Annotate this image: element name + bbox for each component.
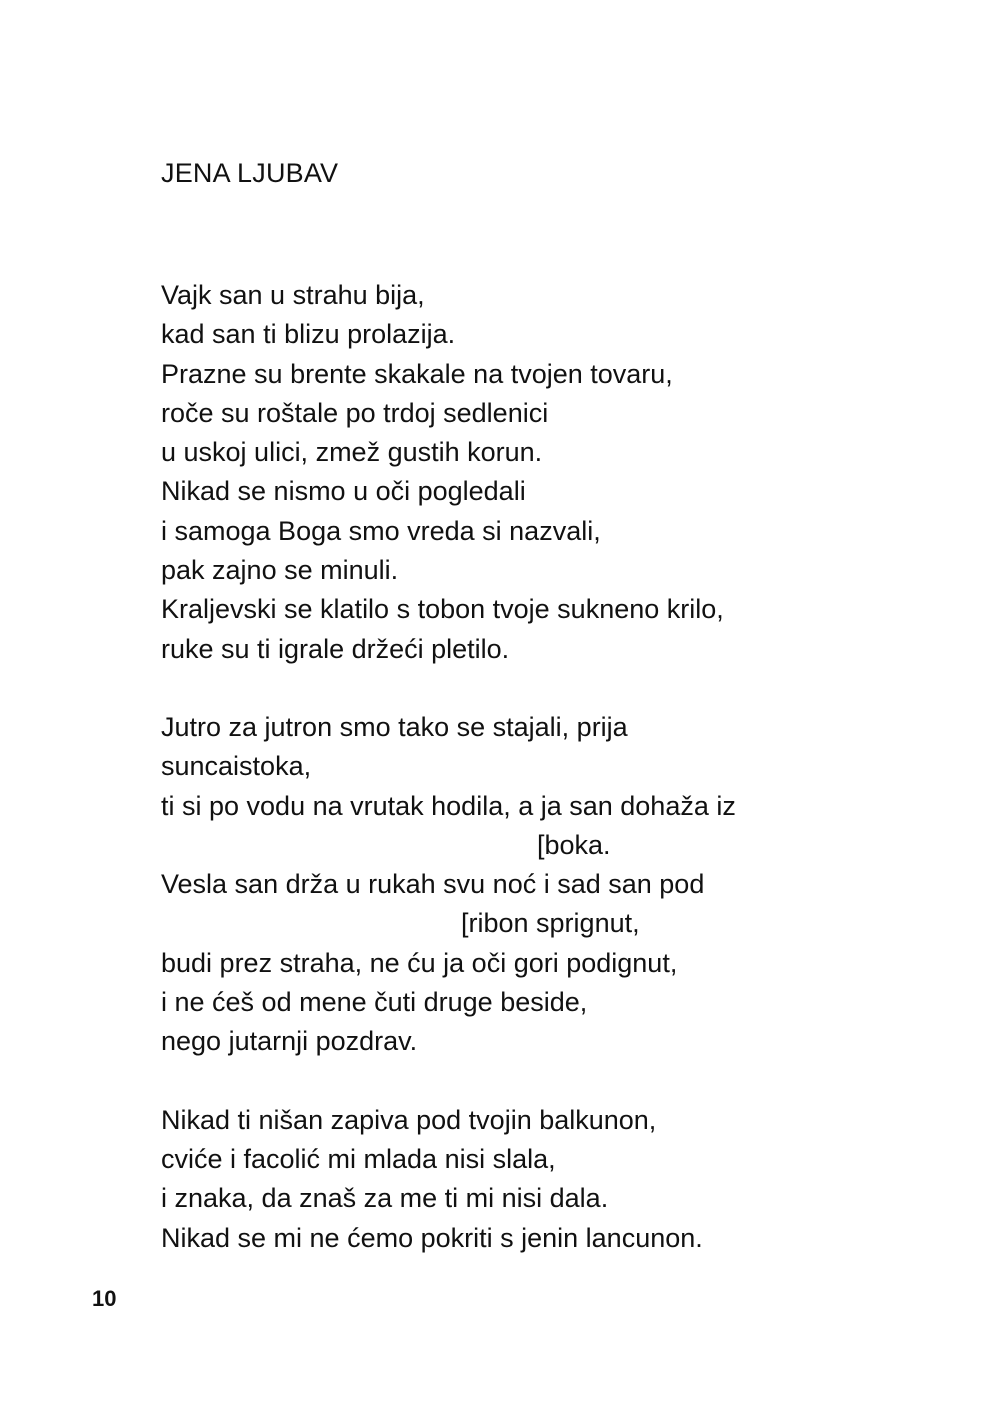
poem-line: roče su roštale po trdoj sedlenici (161, 397, 549, 428)
poem-line: nego jutarnji pozdrav. (161, 1026, 418, 1057)
poem-line: ruke su ti igrale držeći pletilo. (161, 633, 510, 664)
poem-line: suncaistoka, (161, 751, 312, 782)
poem-line: ti si po vodu na vrutak hodila, a ja san dohaža iz (161, 790, 736, 821)
poem-line: Kraljevski se klatilo s tobon tvoje sukneno krilo, (161, 594, 724, 625)
poem-body (161, 276, 921, 1297)
poem-line: Nikad se nismo u oči pogledali (161, 476, 526, 507)
poem-line: u uskoj ulici, zmež gustih korun. (161, 437, 543, 468)
poem-line: kad san ti blizu prolazija. (161, 319, 456, 350)
poem-line: pak zajno se minuli. (161, 555, 399, 586)
stanza (161, 276, 921, 669)
stanza (161, 708, 921, 1062)
poem-line: i ne ćeš od mene čuti druge beside, (161, 987, 588, 1018)
poem-line-continuation: [boka. (537, 829, 611, 860)
poem-line: Nikad ti nišan zapiva pod tvojin balkunon, (161, 1104, 657, 1135)
poem-line: Vesla san drža u rukah svu noć i sad san pod (161, 869, 705, 900)
poem-line: Prazne su brente skakale na tvojen tovaru, (161, 358, 673, 389)
poem-line: Nikad se mi ne ćemo pokriti s jenin lancunon. (161, 1222, 703, 1253)
poem-line: Vajk san u strahu bija, (161, 280, 425, 310)
stanza (161, 1101, 921, 1258)
poem-line: Jutro za jutron smo tako se stajali, prija (161, 711, 628, 742)
poem-line: cviće i facolić mi mlada nisi slala, (161, 1143, 556, 1174)
poem-line: i znaka, da znaš za me ti mi nisi dala. (161, 1183, 609, 1214)
poem-line-continuation: [ribon sprignut, (461, 908, 640, 939)
page-number: 10 (92, 1286, 117, 1311)
poem-line: budi prez straha, ne ću ja oči gori podignut, (161, 947, 678, 978)
poem-line: i samoga Boga smo vreda si nazvali, (161, 515, 601, 546)
poem-title: JENA LJUBAV (161, 158, 339, 188)
